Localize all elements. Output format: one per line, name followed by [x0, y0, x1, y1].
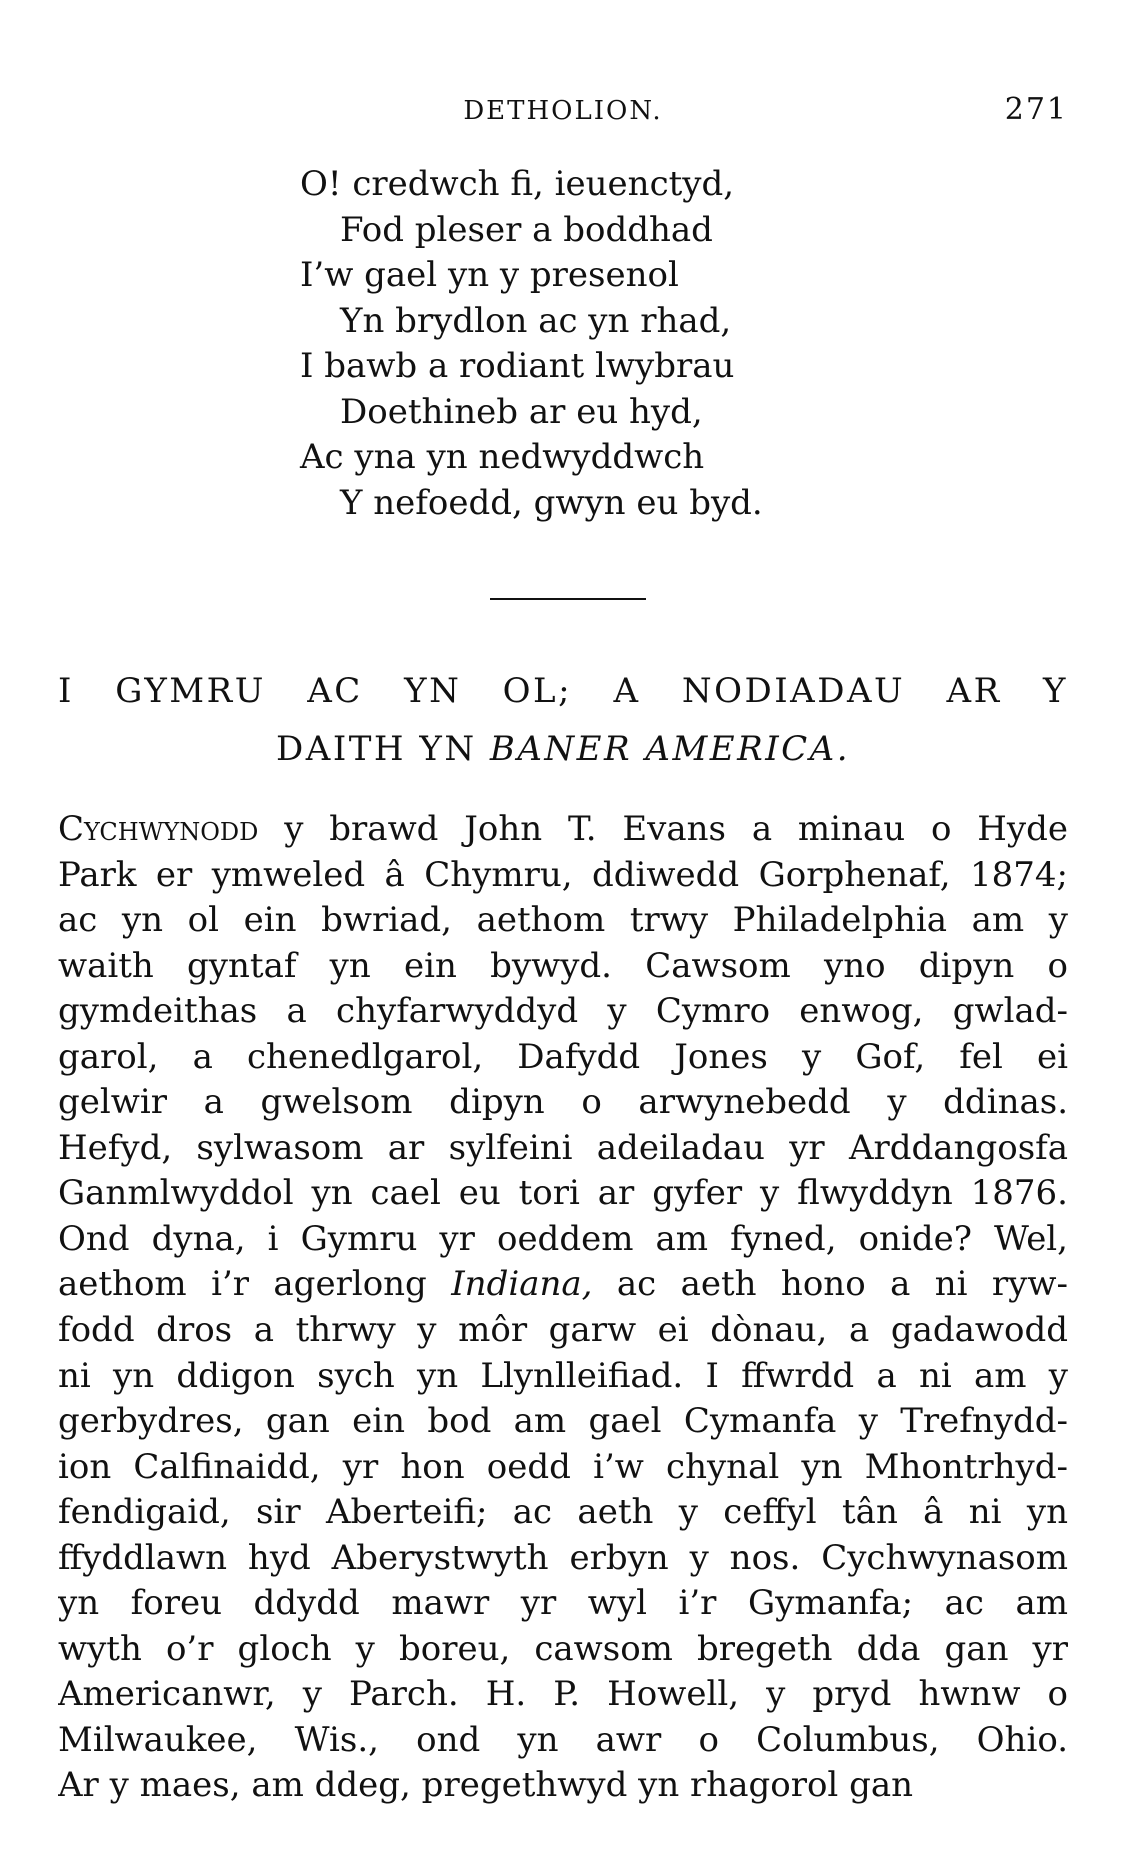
- heading-text: DAITH YN: [276, 729, 490, 769]
- section-divider: [490, 598, 646, 600]
- body-line: garol, a chenedlgarol, Dafydd Jones y Gof, fel ei: [58, 1036, 1068, 1077]
- body-line: gelwir a gwelsom dipyn o arwynebedd y ddinas.: [58, 1082, 1068, 1123]
- poem-line: O! credwch fi, ieuenctyd,: [300, 164, 735, 204]
- section-heading: [58, 662, 1068, 778]
- poem-line: Fod pleser a boddhad: [340, 209, 713, 250]
- ship-name-inline: Indiana,: [451, 1264, 593, 1305]
- page-number: 271: [1004, 92, 1068, 127]
- body-line: Hefyd, sylwasom ar sylfeini adeiladau yr Arddangosfa: [58, 1127, 1068, 1168]
- body-line: fodd dros a thrwy y môr garw ei dònau, a gadawodd: [58, 1310, 1068, 1351]
- body-line: Ond dyna, i Gymru yr oeddem am fyned, onide? Wel,: [58, 1218, 1068, 1259]
- body-line: Park er ymweled â Chymru, ddiwedd Gorphenaf, 1874;: [58, 854, 1068, 895]
- body-line: Ar y maes, am ddeg, pregethwyd yn rhagorol gan: [58, 1765, 914, 1806]
- body-line: yn foreu ddydd mawr yr wyl i’r Gymanfa; ac am: [58, 1583, 1068, 1624]
- ship-name: BANER AMERICA.: [489, 729, 850, 769]
- poem-line: I’w gael yn y presenol: [300, 255, 679, 295]
- body-line: ffyddlawn hyd Aberystwyth erbyn y nos. Cychwynasom: [58, 1537, 1068, 1578]
- body-line: wyth o’r gloch y boreu, cawsom bregeth dda gan yr: [58, 1628, 1068, 1669]
- body-paragraph: [58, 807, 1068, 1809]
- poem-line: Y nefoedd, gwyn eu byd.: [340, 482, 763, 523]
- body-text-run: y brawd John T. Evans a minau o Hyde: [258, 809, 1068, 849]
- poem-line: Doethineb ar eu hyd,: [340, 391, 703, 432]
- body-line: ni yn ddigon sych yn Llynlleifiad. I ffwrdd a ni am y: [58, 1355, 1068, 1396]
- section-heading-line: [58, 720, 1068, 778]
- body-line: waith gyntaf yn ein bywyd. Cawsom yno dipyn o: [58, 945, 1068, 986]
- body-line: Milwaukee, Wis., ond yn awr o Columbus, Ohio.: [58, 1719, 1068, 1760]
- body-text-run: aethom i’r agerlong: [58, 1264, 452, 1305]
- body-line: Ganmlwyddol yn cael eu tori ar gyfer y flwyddyn 1876.: [58, 1173, 1068, 1214]
- poem-line: Yn brydlon ac yn rhad,: [340, 300, 732, 341]
- body-line: fendigaid, sir Aberteifi; ac aeth y ceffyl tân â ni yn: [58, 1492, 1068, 1533]
- running-head-title: DETHOLION.: [463, 96, 663, 126]
- body-line: gerbydres, gan ein bod am gael Cymanfa y Trefnydd-: [58, 1401, 1068, 1442]
- body-text-run: ac aeth hono a ni ryw-: [592, 1264, 1068, 1305]
- body-line: [58, 807, 1068, 853]
- poem-line: I bawb a rodiant lwybrau: [300, 346, 735, 386]
- body-line: ac yn ol ein bwriad, aethom trwy Philadelphia am y: [58, 900, 1068, 941]
- body-line: Americanwr, y Parch. H. P. Howell, y pryd hwnw o: [58, 1674, 1068, 1715]
- running-head: [58, 92, 1068, 132]
- poem-stanza: [300, 162, 940, 526]
- section-heading-line: I GYMRU AC YN OL; A NODIADAU AR Y: [58, 671, 1068, 711]
- poem-line: Ac yna yn nedwyddwch: [300, 437, 705, 477]
- body-line: gymdeithas a chyfarwyddyd y Cymro enwog, gwlad-: [58, 991, 1068, 1032]
- body-line: ion Calfinaidd, yr hon oedd i’w chynal yn Mhontrhyd-: [58, 1446, 1068, 1487]
- body-line: [58, 1262, 1068, 1308]
- opening-word: Cychwynodd: [58, 809, 259, 849]
